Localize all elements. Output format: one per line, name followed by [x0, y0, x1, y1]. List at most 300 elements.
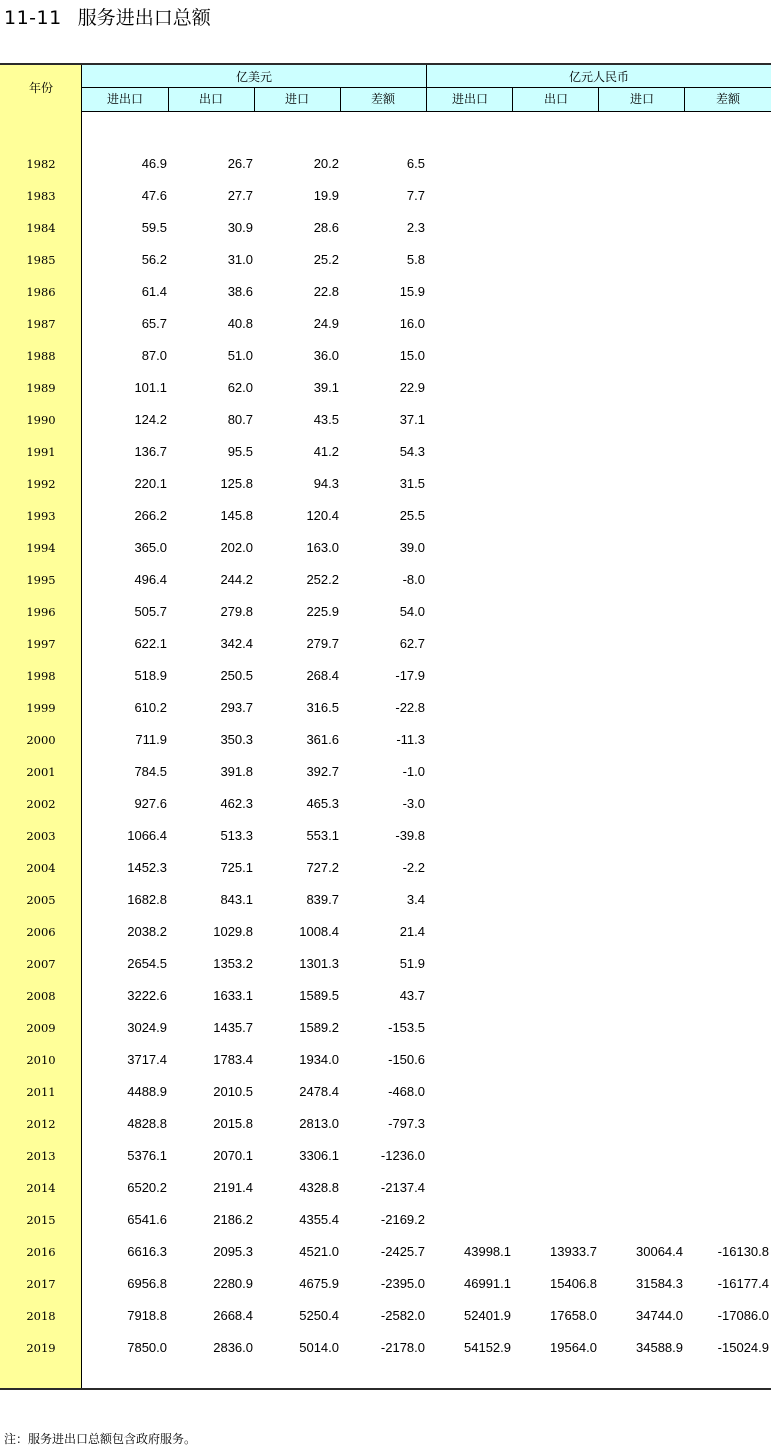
usd-value-cell: 1353.2 [213, 956, 253, 971]
rmb-value-cell: 31584.3 [636, 1276, 683, 1291]
year-cell: 1990 [26, 413, 56, 427]
table-row [0, 1012, 771, 1044]
usd-value-cell: 136.7 [134, 444, 167, 459]
usd-value-cell: -2169.2 [380, 1212, 425, 1227]
usd-value-cell: 2010.5 [213, 1084, 253, 1099]
rmb-value-cell: 19564.0 [550, 1340, 597, 1355]
year-cell: 2001 [26, 765, 56, 779]
table-row [0, 372, 771, 404]
rmb-value-cell [689, 404, 769, 436]
rmb-value-cell [431, 276, 511, 308]
usd-value-cell: 496.4 [134, 572, 167, 587]
rmb-value-cell [689, 564, 769, 596]
rmb-value-cell [517, 916, 597, 948]
rmb-value-cell: 15406.8 [550, 1276, 597, 1291]
rmb-value-cell [689, 916, 769, 948]
rmb-value-cell [431, 468, 511, 500]
usd-value-cell: 125.8 [220, 476, 253, 491]
rmb-value-cell [517, 628, 597, 660]
year-cell: 1997 [26, 637, 56, 651]
rmb-value-cell [689, 788, 769, 820]
rmb-value-cell [603, 468, 683, 500]
usd-value-cell: -150.6 [388, 1052, 425, 1067]
usd-value-cell: 1301.3 [299, 956, 339, 971]
rmb-value-cell [431, 244, 511, 276]
rmb-value-cell [603, 148, 683, 180]
table-row [0, 468, 771, 500]
rmb-value-cell [689, 660, 769, 692]
table-row [0, 564, 771, 596]
rmb-value-cell [431, 308, 511, 340]
table-row [0, 948, 771, 980]
rmb-value-cell [517, 308, 597, 340]
usd-value-cell: 39.1 [313, 380, 339, 395]
usd-value-cell: 727.2 [306, 860, 339, 875]
rmb-value-cell [431, 1140, 511, 1172]
usd-value-cell: 20.2 [313, 156, 339, 171]
rmb-value-cell [517, 1012, 597, 1044]
rmb-value-cell [689, 820, 769, 852]
usd-value-cell: 316.5 [306, 700, 339, 715]
rmb-value-cell [431, 628, 511, 660]
rmb-value-cell: -17086.0 [717, 1308, 769, 1323]
usd-value-cell: 350.3 [220, 732, 253, 747]
usd-value-cell: 465.3 [306, 796, 339, 811]
usd-value-cell: 4828.8 [127, 1116, 167, 1131]
usd-value-cell: 1633.1 [213, 988, 253, 1003]
rmb-value-cell [431, 212, 511, 244]
rmb-value-cell [689, 244, 769, 276]
column-divider [168, 87, 169, 111]
usd-value-cell: 279.7 [306, 636, 339, 651]
usd-value-cell: 6541.6 [127, 1212, 167, 1227]
table-row [0, 404, 771, 436]
rmb-value-cell [603, 628, 683, 660]
usd-value-cell: 19.9 [313, 188, 339, 203]
rmb-value-cell [603, 692, 683, 724]
year-cell: 2016 [26, 1245, 56, 1259]
table-row [0, 916, 771, 948]
table-row [0, 500, 771, 532]
table-row [0, 1140, 771, 1172]
rmb-value-cell [689, 948, 769, 980]
rmb-value-cell [689, 1140, 769, 1172]
usd-value-cell: 27.7 [227, 188, 253, 203]
rmb-value-cell [689, 692, 769, 724]
rmb-value-cell: 13933.7 [550, 1244, 597, 1259]
rmb-value-cell [517, 980, 597, 1012]
usd-value-cell: 225.9 [306, 604, 339, 619]
rmb-value-cell [603, 756, 683, 788]
usd-value-cell: 22.9 [399, 380, 425, 395]
usd-value-cell: -2137.4 [380, 1180, 425, 1195]
column-divider [598, 87, 599, 111]
table-name: 服务进出口总额 [77, 7, 211, 29]
rmb-value-cell [689, 884, 769, 916]
usd-value-cell: 31.0 [227, 252, 253, 267]
year-cell: 2004 [26, 861, 56, 875]
usd-value-cell: 43.7 [399, 988, 425, 1003]
usd-value-cell: 5014.0 [299, 1340, 339, 1355]
year-cell: 1984 [26, 221, 56, 235]
rmb-value-cell [603, 1044, 683, 1076]
rmb-value-cell [517, 500, 597, 532]
rmb-value-cell [517, 1140, 597, 1172]
usd-value-cell: -39.8 [395, 828, 425, 843]
usd-value-cell: 1589.5 [299, 988, 339, 1003]
usd-value-cell: 513.3 [220, 828, 253, 843]
usd-value-cell: 1934.0 [299, 1052, 339, 1067]
usd-value-cell: 361.6 [306, 732, 339, 747]
rmb-value-cell: 30064.4 [636, 1244, 683, 1259]
rmb-value-cell [431, 916, 511, 948]
rmb-value-cell [517, 852, 597, 884]
table-row [0, 436, 771, 468]
rmb-value-cell: 34744.0 [636, 1308, 683, 1323]
rmb-value-cell [517, 340, 597, 372]
rmb-value-cell [603, 564, 683, 596]
usd-value-cell: 1435.7 [213, 1020, 253, 1035]
usd-value-cell: 927.6 [134, 796, 167, 811]
usd-value-cell: 1066.4 [127, 828, 167, 843]
rmb-value-cell: 43998.1 [464, 1244, 511, 1259]
rmb-value-cell [431, 820, 511, 852]
usd-value-cell: 2668.4 [213, 1308, 253, 1323]
usd-value-cell: 2.3 [406, 220, 425, 235]
usd-value-cell: 2654.5 [127, 956, 167, 971]
table-row [0, 1204, 771, 1236]
rmb-value-cell [431, 660, 511, 692]
usd-value-cell: 15.9 [399, 284, 425, 299]
year-cell: 1986 [26, 285, 56, 299]
rmb-value-cell [689, 1012, 769, 1044]
usd-value-cell: 1008.4 [299, 924, 339, 939]
year-cell: 1988 [26, 349, 56, 363]
usd-value-cell: 2836.0 [213, 1340, 253, 1355]
usd-value-cell: 1029.8 [213, 924, 253, 939]
rmb-value-cell [431, 596, 511, 628]
year-cell: 2012 [26, 1117, 56, 1131]
rmb-value-cell [603, 660, 683, 692]
year-cell: 1999 [26, 701, 56, 715]
rmb-value-cell [603, 532, 683, 564]
usd-value-cell: -2178.0 [380, 1340, 425, 1355]
usd-value-cell: 7.7 [406, 188, 425, 203]
usd-value-cell: 40.8 [227, 316, 253, 331]
usd-value-cell: 279.8 [220, 604, 253, 619]
year-cell: 1991 [26, 445, 56, 459]
table-row [0, 244, 771, 276]
rmb-value-cell [689, 340, 769, 372]
rmb-value-cell [431, 404, 511, 436]
usd-value-cell: 784.5 [134, 764, 167, 779]
table-number: 11-11 [4, 7, 62, 29]
rmb-value-cell [603, 980, 683, 1012]
usd-value-cell: 7918.8 [127, 1308, 167, 1323]
usd-value-cell: 94.3 [313, 476, 339, 491]
usd-value-cell: 6616.3 [127, 1244, 167, 1259]
table-row [0, 148, 771, 180]
rmb-value-cell: 17658.0 [550, 1308, 597, 1323]
table-row [0, 1236, 771, 1268]
rmb-col-header: 进口 [629, 92, 654, 106]
rmb-value-cell [517, 404, 597, 436]
column-divider [254, 87, 255, 111]
year-cell: 2000 [26, 733, 56, 747]
rmb-value-cell [517, 884, 597, 916]
usd-value-cell: 268.4 [306, 668, 339, 683]
year-cell: 2006 [26, 925, 56, 939]
table-row [0, 852, 771, 884]
rmb-value-cell [689, 1044, 769, 1076]
usd-value-cell: 2095.3 [213, 1244, 253, 1259]
usd-value-cell: 1783.4 [213, 1052, 253, 1067]
rmb-value-cell [603, 1076, 683, 1108]
usd-value-cell: 252.2 [306, 572, 339, 587]
rmb-value-cell [431, 852, 511, 884]
usd-value-cell: 4328.8 [299, 1180, 339, 1195]
rmb-value-cell: 54152.9 [464, 1340, 511, 1355]
usd-value-cell: 56.2 [141, 252, 167, 267]
rmb-value-cell [689, 532, 769, 564]
rmb-value-cell [689, 756, 769, 788]
rmb-value-cell [517, 756, 597, 788]
rmb-value-cell [603, 788, 683, 820]
usd-value-cell: 6520.2 [127, 1180, 167, 1195]
usd-value-cell: 25.2 [313, 252, 339, 267]
usd-value-cell: -2425.7 [380, 1244, 425, 1259]
usd-value-cell: 711.9 [135, 732, 167, 747]
rmb-value-cell [603, 436, 683, 468]
usd-value-cell: 65.7 [141, 316, 167, 331]
rmb-value-cell [431, 724, 511, 756]
year-cell: 2013 [26, 1149, 56, 1163]
year-cell: 2002 [26, 797, 56, 811]
rmb-value-cell [689, 372, 769, 404]
table-row [0, 628, 771, 660]
usd-value-cell: 391.8 [220, 764, 253, 779]
usd-value-cell: -3.0 [402, 796, 425, 811]
rmb-value-cell [517, 1204, 597, 1236]
usd-value-cell: 43.5 [313, 412, 339, 427]
usd-value-cell: 4355.4 [299, 1212, 339, 1227]
usd-value-cell: 2280.9 [213, 1276, 253, 1291]
rmb-value-cell [689, 500, 769, 532]
rmb-value-cell [603, 1108, 683, 1140]
usd-value-cell: 3.4 [406, 892, 425, 907]
table-row [0, 1332, 771, 1364]
usd-value-cell: 124.2 [134, 412, 167, 427]
usd-value-cell: 80.7 [227, 412, 253, 427]
rmb-value-cell [689, 1172, 769, 1204]
rmb-value-cell [517, 276, 597, 308]
usd-value-cell: 15.0 [399, 348, 425, 363]
table-row [0, 724, 771, 756]
year-cell: 1987 [26, 317, 56, 331]
rmb-value-cell [517, 948, 597, 980]
rmb-value-cell: 52401.9 [464, 1308, 511, 1323]
usd-value-cell: 28.6 [313, 220, 339, 235]
table-row [0, 340, 771, 372]
year-cell: 2017 [26, 1277, 56, 1291]
rmb-value-cell [603, 1172, 683, 1204]
table-row [0, 692, 771, 724]
usd-value-cell: 2478.4 [299, 1084, 339, 1099]
table-row [0, 180, 771, 212]
rmb-value-cell [603, 276, 683, 308]
usd-value-cell: 725.1 [220, 860, 253, 875]
rmb-value-cell [603, 948, 683, 980]
usd-value-cell: 61.4 [141, 284, 167, 299]
year-cell: 1982 [26, 157, 56, 171]
rmb-value-cell [517, 180, 597, 212]
table-row [0, 1076, 771, 1108]
table-row [0, 532, 771, 564]
usd-value-cell: 38.6 [227, 284, 253, 299]
rmb-value-cell [431, 436, 511, 468]
rmb-value-cell [603, 500, 683, 532]
year-cell: 1985 [26, 253, 56, 267]
table-row [0, 1268, 771, 1300]
rmb-value-cell [689, 724, 769, 756]
usd-value-cell: 342.4 [220, 636, 253, 651]
year-cell: 2005 [26, 893, 56, 907]
rmb-value-cell [689, 276, 769, 308]
rmb-value-cell [517, 788, 597, 820]
usd-value-cell: 25.5 [399, 508, 425, 523]
usd-value-cell: 36.0 [313, 348, 339, 363]
rmb-value-cell [517, 532, 597, 564]
rmb-value-cell: -16130.8 [717, 1244, 769, 1259]
rmb-value-cell [517, 596, 597, 628]
usd-value-cell: 4675.9 [299, 1276, 339, 1291]
footnote: 注：服务进出口总额包含政府服务。 [4, 1432, 197, 1446]
column-divider [340, 87, 341, 111]
year-cell: 2010 [26, 1053, 56, 1067]
table-body [0, 148, 771, 1364]
year-cell: 2019 [26, 1341, 56, 1355]
rmb-value-cell [517, 468, 597, 500]
table-row [0, 980, 771, 1012]
year-cell: 2007 [26, 957, 56, 971]
rmb-value-cell [431, 756, 511, 788]
rmb-value-cell [603, 596, 683, 628]
rmb-value-cell [431, 340, 511, 372]
rmb-value-cell [689, 852, 769, 884]
usd-value-cell: 46.9 [141, 156, 167, 171]
usd-value-cell: -1.0 [402, 764, 425, 779]
year-cell: 2018 [26, 1309, 56, 1323]
table-row [0, 756, 771, 788]
usd-value-cell: 2015.8 [213, 1116, 253, 1131]
usd-value-cell: 3024.9 [127, 1020, 167, 1035]
rmb-col-header: 出口 [543, 92, 568, 106]
usd-value-cell: 293.7 [220, 700, 253, 715]
rmb-value-cell [517, 212, 597, 244]
usd-value-cell: 7850.0 [127, 1340, 167, 1355]
rmb-value-cell [431, 500, 511, 532]
usd-value-cell: -11.3 [396, 732, 425, 747]
table-row [0, 884, 771, 916]
rmb-value-cell [603, 372, 683, 404]
rmb-value-cell [603, 820, 683, 852]
rmb-value-cell [603, 884, 683, 916]
rmb-value-cell [603, 404, 683, 436]
usd-value-cell: 1589.2 [299, 1020, 339, 1035]
rmb-value-cell [431, 180, 511, 212]
rmb-value-cell [517, 1108, 597, 1140]
usd-value-cell: 365.0 [134, 540, 167, 555]
year-cell: 2015 [26, 1213, 56, 1227]
rmb-value-cell [431, 884, 511, 916]
rmb-value-cell [603, 1140, 683, 1172]
column-divider [684, 87, 685, 111]
rmb-value-cell [603, 724, 683, 756]
rmb-value-cell [517, 692, 597, 724]
usd-value-cell: 51.9 [399, 956, 425, 971]
usd-value-cell: 54.0 [399, 604, 425, 619]
usd-value-cell: 250.5 [220, 668, 253, 683]
rmb-value-cell [603, 340, 683, 372]
usd-value-cell: 62.0 [227, 380, 253, 395]
year-cell: 2009 [26, 1021, 56, 1035]
usd-value-cell: 22.8 [313, 284, 339, 299]
usd-value-cell: -22.8 [395, 700, 425, 715]
rmb-value-cell [431, 1044, 511, 1076]
rmb-value-cell [517, 724, 597, 756]
usd-value-cell: 16.0 [399, 316, 425, 331]
table-row [0, 596, 771, 628]
usd-value-cell: 553.1 [306, 828, 339, 843]
usd-value-cell: -2.2 [402, 860, 425, 875]
usd-value-cell: 2813.0 [299, 1116, 339, 1131]
rmb-value-cell [431, 1012, 511, 1044]
usd-value-cell: 5.8 [406, 252, 425, 267]
year-cell: 2011 [26, 1085, 56, 1099]
rmb-value-cell [431, 1108, 511, 1140]
rmb-value-cell [431, 372, 511, 404]
usd-col-header: 进出口 [106, 92, 143, 106]
year-cell: 1994 [26, 541, 56, 555]
table-row [0, 1108, 771, 1140]
usd-value-cell: -2395.0 [380, 1276, 425, 1291]
table-row [0, 1300, 771, 1332]
table-row [0, 308, 771, 340]
year-cell: 1993 [26, 509, 56, 523]
rmb-value-cell [689, 148, 769, 180]
year-header: 年份 [28, 81, 53, 95]
rmb-value-cell [431, 948, 511, 980]
usd-value-cell: 59.5 [141, 220, 167, 235]
rmb-value-cell [603, 308, 683, 340]
rmb-value-cell [517, 564, 597, 596]
rmb-value-cell [431, 1172, 511, 1204]
usd-value-cell: -468.0 [388, 1084, 425, 1099]
usd-value-cell: 2070.1 [213, 1148, 253, 1163]
usd-value-cell: -17.9 [395, 668, 425, 683]
usd-value-cell: 163.0 [306, 540, 339, 555]
usd-value-cell: 47.6 [141, 188, 167, 203]
rmb-value-cell [603, 212, 683, 244]
rmb-col-header: 差额 [715, 92, 740, 106]
rmb-value-cell [689, 1108, 769, 1140]
usd-value-cell: 5250.4 [299, 1308, 339, 1323]
usd-value-cell: 6.5 [406, 156, 425, 171]
rmb-value-cell [689, 628, 769, 660]
usd-value-cell: -153.5 [388, 1020, 425, 1035]
rmb-value-cell: -15024.9 [717, 1340, 769, 1355]
table-row [0, 820, 771, 852]
